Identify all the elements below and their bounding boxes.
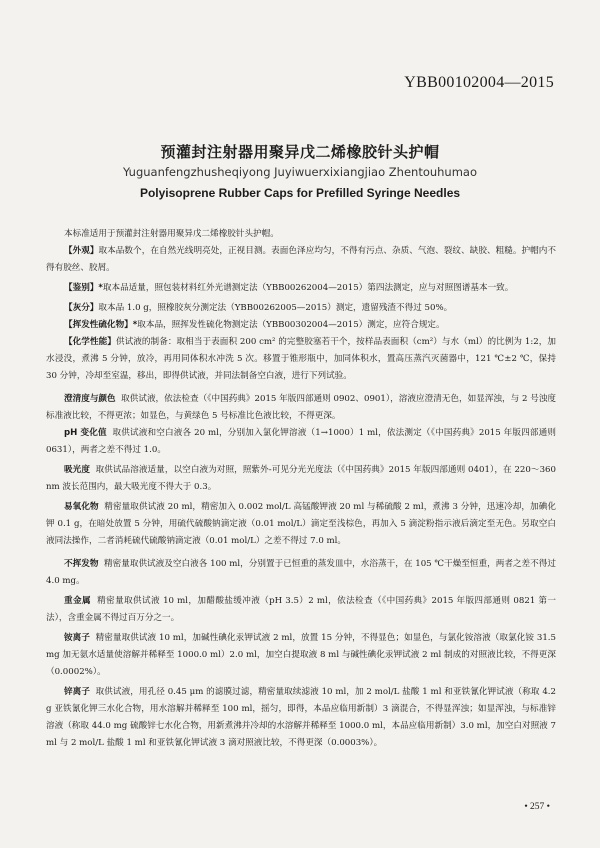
paragraph-nonvolatile: 不挥发物 精密量取供试液及空白液各 100 ml，分别置于已恒重的蒸发皿中，水浴蒸干，在 105 ℃干燥至恒重，两者之差不得过 4.0 mg。 <box>46 559 556 586</box>
section-heading: 【化学性能】 <box>64 337 116 347</box>
paragraph-identification: 【鉴别】*取本品适量，照包装材料红外光谱测定法（YBB00262004—2015）第四法测定，应与对照图谱基本一致。 <box>64 283 514 293</box>
section-heading: 【鉴别】* <box>64 283 103 293</box>
section-heading: 铵离子 <box>64 633 90 643</box>
section-heading: 锌离子 <box>64 687 90 697</box>
paragraph-scope: 本标准适用于预灌封注射器用聚异戊二烯橡胶针头护帽。 <box>64 229 279 239</box>
section-heading: 澄清度与颜色 <box>64 394 116 404</box>
paragraph-appearance: 【外观】取本品数个，在自然光线明亮处，正视目测。表面色泽应均匀，不得有污点、杂质、气泡、裂纹、缺胶、粗糙。护帽内不得有胶丝、胶屑。 <box>46 246 556 273</box>
section-heading: 【挥发性硫化物】* <box>64 320 138 330</box>
paragraph-ammonium: 铵离子 精密量取供试液 10 ml，加碱性碘化汞钾试液 2 ml，放置 15 分钟，不得显色；如显色，与氯化铵溶液（取氯化铵 31.5 mg 加无氨水适量使溶解并稀释至 1000.0 ml）2.0 ml，加空白提取液 8 ml 与碱性碘化汞钾试液 2 ml 制成的对照液比较，不得更深（0.0002%）。 <box>46 633 556 677</box>
section-heading: 【外观】 <box>64 246 99 256</box>
paragraph-chemical-properties: 【化学性能】供试液的制备：取相当于表面积 200 cm² 的完整胶塞若干个，按样品表面积（cm²）与水（ml）的比例为 1:2，加水浸没，煮沸 5 分钟，放冷，再用同体积水冲洗 5 次。移置于锥形瓶中，加同体积水，置高压蒸汽灭菌器中，121 ℃±2 ℃，保持 30 分钟，冷却至室温，移出，即得供试液，并同法制备空白液，进行下列试验。 <box>46 337 556 381</box>
paragraph-volatile-sulfide: 【挥发性硫化物】*取本品，照挥发性硫化物测定法（YBB00302004—2015）测定，应符合规定。 <box>64 320 445 330</box>
paragraph-zinc: 锌离子 取供试液，用孔径 0.45 μm 的滤膜过滤，精密量取续滤液 10 ml，加 2 mol/L 盐酸 1 ml 和亚铁氰化钾试液（称取 4.2 g 亚铁氰化钾三水化合物，用水溶解并稀释至 100 ml，摇匀，即得，本品应临用新制）3 滴混合，不得显浑浊；如显浑浊，与标准锌溶液（称取 44.0 mg 硫酸锌七水化合物，用新煮沸并冷却的水溶解并稀释至 1000.0 ml，本品应临用新制）3.0 ml，加空白对照液 7 ml 与 2 mol/L 盐酸 1 ml 和亚铁氰化钾试液 3 滴对照液比较，不得更深（0.0003%）。 <box>46 687 556 748</box>
document-body <box>46 226 556 752</box>
paragraph-ash: 【灰分】取本品 1.0 g，照橡胶灰分测定法（YBB00262005—2015）测定，遗留残渣不得过 50%。 <box>64 303 453 313</box>
paragraph-heavy-metals: 重金属 精密量取供试液 10 ml，加醋酸盐缓冲液（pH 3.5）2 ml，依法检查（《中国药典》2015 年版四部通则 0821 第一法），含重金属不得过百万分之一。 <box>46 596 556 623</box>
section-heading: 吸光度 <box>64 465 90 475</box>
title-pinyin: Yuguanfengzhusheqiyong Juyiwuerxixiangjiao Zhentouhumao <box>122 165 478 179</box>
title-english: Polyisoprene Rubber Caps for Prefilled Syringe Needles <box>139 186 461 200</box>
paragraph-clarity-color: 澄清度与颜色 取供试液，依法检查（《中国药典》2015 年版四部通则 0902、0901），溶液应澄清无色，如显浑浊，与 2 号浊度标准液比较，不得更浓；如显色，与黄绿色 5 号标准比色液比较，不得更深。 <box>46 394 556 421</box>
paragraph-absorbance: 吸光度 取供试品溶液适量，以空白液为对照，照紫外-可见分光光度法（《中国药典》2015 年版四部通则 0401），在 220～360 nm 波长范围内，最大吸光度不得大于 0.3。 <box>46 465 556 492</box>
page-number: • 257 • <box>524 802 550 812</box>
section-heading: 重金属 <box>64 596 91 606</box>
paragraph-oxidizable: 易氧化物 精密量取供试液 20 ml，精密加入 0.002 mol/L 高锰酸钾液 20 ml 与稀硫酸 2 ml，煮沸 3 分钟，迅速冷却，加碘化钾 0.1 g，在暗处放置 5 分钟，用硫代硫酸钠滴定液（0.01 mol/L）滴定至浅棕色，再加入 5 滴淀粉指示液后滴定至无色。另取空白液同法操作，二者消耗硫代硫酸钠滴定液（0.01 mol/L）之差不得过 7.0 ml。 <box>46 502 556 546</box>
paragraph-ph-change: pH 变化值 取供试液和空白液各 20 ml，分别加入氯化钾溶液（1→1000）1 ml，依法测定（《中国药典》2015 年版四部通则 0631），两者之差不得过 1.0。 <box>46 428 556 455</box>
standard-code: YBB00102004—2015 <box>404 74 554 91</box>
section-heading: pH 变化值 <box>64 428 107 438</box>
title-chinese: 预灌封注射器用聚异戊二烯橡胶针头护帽 <box>160 143 440 161</box>
section-heading: 不挥发物 <box>64 559 99 569</box>
section-heading: 易氧化物 <box>64 502 99 512</box>
section-heading: 【灰分】 <box>64 303 99 313</box>
